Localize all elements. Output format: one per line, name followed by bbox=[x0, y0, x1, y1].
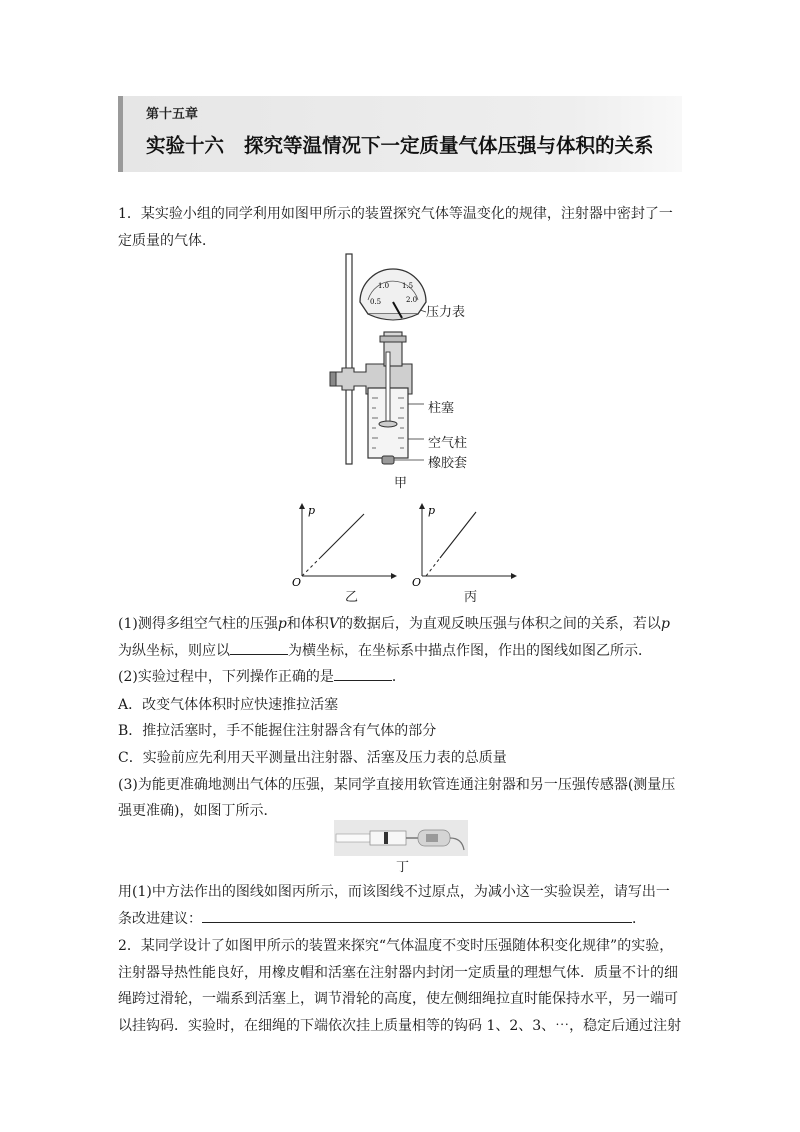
origin-label: O bbox=[292, 576, 302, 589]
graph-yi-caption: 乙 bbox=[345, 590, 359, 605]
figure-ding-caption: 丁 bbox=[396, 860, 410, 875]
y-axis-label: p bbox=[428, 504, 436, 517]
text-run: ． bbox=[391, 669, 406, 685]
title-experiment-topic: 探究等温情况下一定质量气体压强与体积的关系 bbox=[244, 134, 654, 157]
gauge-tick-label: 1.0 bbox=[378, 282, 390, 290]
text-run: 为横坐标，在坐标系中描点作图，作出的图线如图乙所示． bbox=[288, 643, 652, 659]
pressure-gauge bbox=[360, 269, 426, 314]
q1-part3-line4 bbox=[118, 908, 646, 928]
label-rubber-cap: 橡胶套 bbox=[428, 456, 468, 471]
text-run: 的数据后，为直观反映压强与体积之间的关系，若以 bbox=[338, 616, 661, 632]
q1-part3-line3: 用(1)中方法作出的图线如图丙所示，而该图线不过原点，为减小这一实验误差，请写出一 bbox=[118, 884, 670, 900]
option-a: A．改变气体体积时应快速推拉活塞 bbox=[118, 697, 339, 713]
text-run: 和体积 bbox=[286, 616, 329, 632]
text-run: ． bbox=[632, 911, 646, 927]
option-c: C．实验前应先利用天平测量出注射器、活塞及压力表的总质量 bbox=[118, 750, 507, 766]
text-run: (2)实验过程中，下列操作正确的是 bbox=[118, 669, 334, 685]
gauge-tick-label: 2.0 bbox=[406, 296, 418, 304]
q1-part3-line1: (3)为能更准确地测出气体的压强，某同学直接用软管连通注射器和另一压强传感器(测量压 bbox=[118, 777, 676, 793]
plunger-head bbox=[379, 421, 397, 427]
var-p: p bbox=[660, 616, 670, 632]
q1-part1-line2 bbox=[118, 640, 652, 660]
text-run: (1)测得多组空气柱的压强 bbox=[118, 616, 278, 632]
q2-line2: 注射器导热性能良好，用橡皮帽和活塞在注射器内封闭一定质量的理想气体．质量不计的细 bbox=[118, 965, 678, 981]
sensor-core bbox=[426, 834, 438, 842]
gauge-tick-label: 1.5 bbox=[402, 282, 414, 290]
stand-rod bbox=[346, 254, 352, 464]
graph-bing-caption: 丙 bbox=[464, 590, 478, 605]
data-line bbox=[320, 514, 364, 558]
label-pressure-gauge: 压力表 bbox=[426, 305, 466, 320]
syringe-plunger bbox=[336, 834, 370, 842]
page-title bbox=[146, 130, 654, 158]
answer-blank[interactable] bbox=[230, 640, 288, 655]
title-experiment-number: 实验十六 bbox=[146, 134, 225, 157]
graph-yi bbox=[290, 500, 400, 600]
q1-intro-line1: 1．某实验小组的同学利用如图甲所示的装置探究气体等温变化的规律，注射器中密封了一 bbox=[118, 206, 673, 222]
gauge-nut bbox=[380, 336, 406, 342]
text-run: 为纵坐标，则应以 bbox=[118, 643, 230, 659]
rubber-cap bbox=[382, 456, 394, 464]
text-run: 条改进建议： bbox=[118, 911, 202, 927]
plunger-rod bbox=[386, 352, 390, 424]
q2-line3: 绳跨过滑轮，一端系到活塞上，调节滑轮的高度，使左侧细绳拉直时能保持水平，另一端可 bbox=[118, 991, 678, 1007]
y-axis-label: p bbox=[308, 504, 316, 517]
origin-label: O bbox=[412, 576, 422, 589]
gauge-base bbox=[368, 314, 418, 320]
option-b: B．推拉活塞时，手不能握住注射器含有气体的部分 bbox=[118, 723, 437, 739]
graph-bing bbox=[410, 500, 520, 600]
answer-blank[interactable] bbox=[334, 666, 392, 681]
label-plunger: 柱塞 bbox=[428, 401, 455, 416]
var-p: p bbox=[277, 616, 287, 632]
header-accent-bar bbox=[118, 96, 123, 172]
data-line bbox=[440, 512, 476, 558]
q1-intro-line2: 定质量的气体． bbox=[118, 233, 216, 249]
clamp-screw bbox=[330, 372, 336, 386]
figure-jia-caption: 甲 bbox=[394, 476, 408, 491]
extrapolated-line bbox=[426, 558, 440, 576]
q1-part2 bbox=[118, 666, 406, 686]
q1-part3-line2: 强更准确)，如图丁所示． bbox=[118, 803, 278, 819]
gauge-tick-label: 0.5 bbox=[370, 298, 382, 306]
label-air-column: 空气柱 bbox=[428, 436, 468, 451]
syringe-piston bbox=[384, 832, 388, 844]
figure-ding-photo bbox=[334, 820, 468, 856]
answer-blank[interactable] bbox=[202, 908, 632, 923]
var-V: V bbox=[328, 616, 339, 632]
q2-line1: 2．某同学设计了如图甲所示的装置来探究“气体温度不变时压强随体积变化规律”的实验， bbox=[118, 938, 674, 954]
q2-line4: 以挂钩码．实验时，在细绳的下端依次挂上质量相等的钩码 1、2、3、⋯，稳定后通过注射 bbox=[118, 1018, 682, 1034]
extrapolated-line bbox=[302, 558, 320, 576]
chapter-label: 第十五章 bbox=[146, 107, 199, 122]
q1-part1-line1 bbox=[118, 613, 670, 633]
